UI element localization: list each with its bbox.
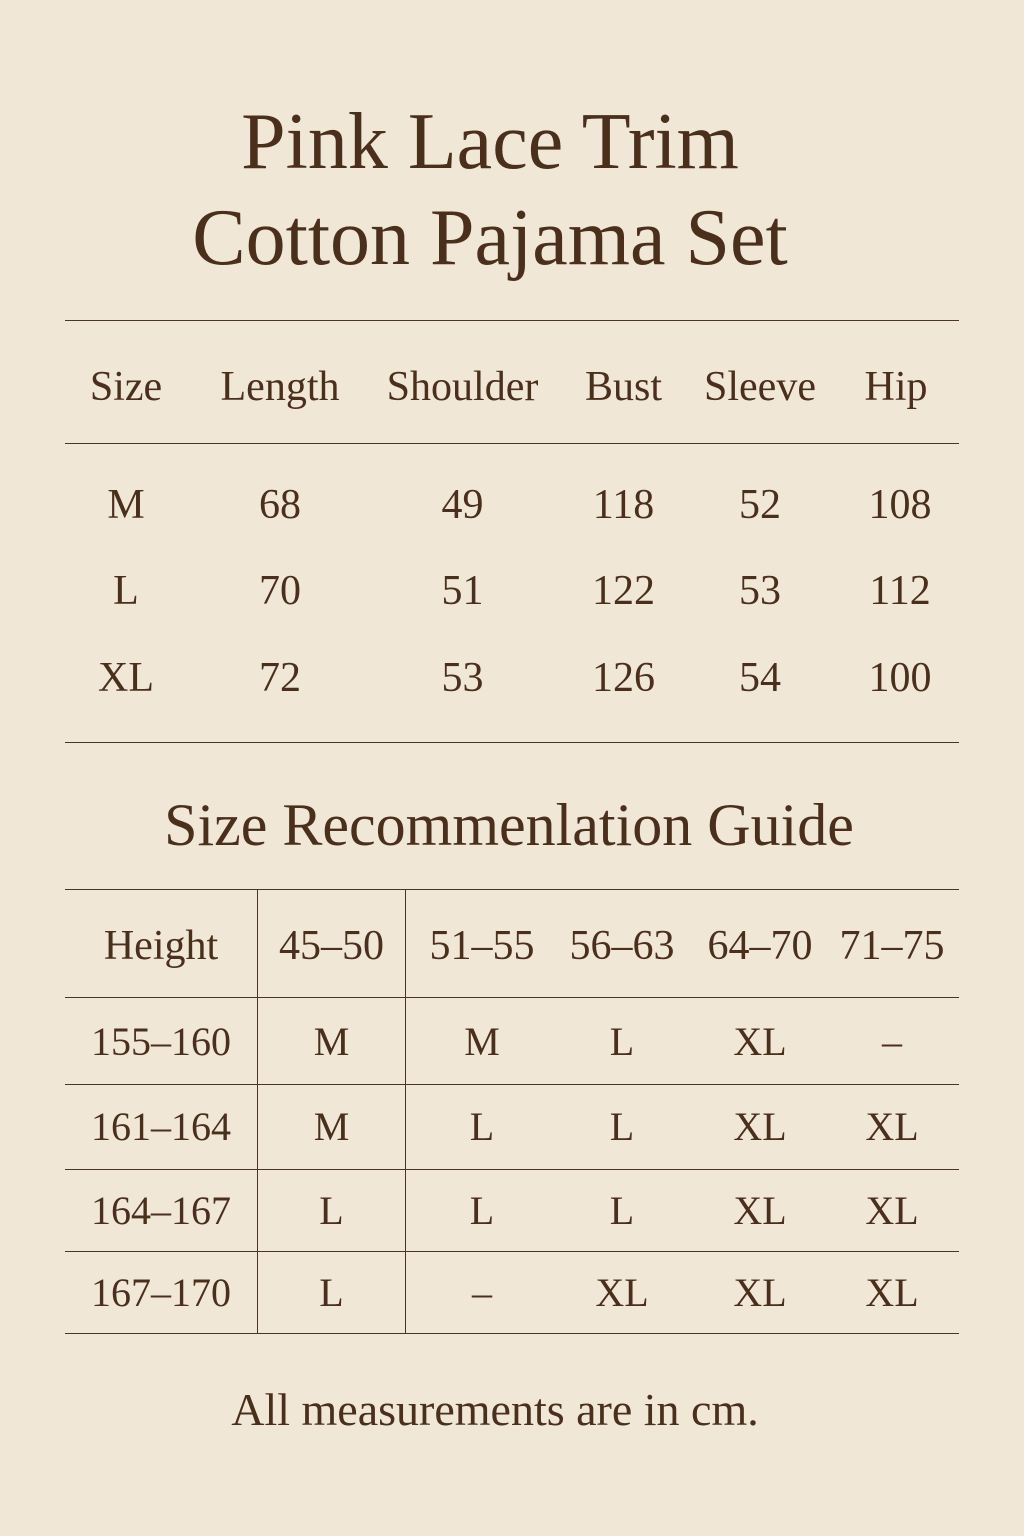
size-chart-cell: L	[113, 568, 139, 614]
size-chart-cell: 52	[739, 482, 781, 528]
recommendation-cell: M	[313, 1019, 350, 1064]
recommendation-cell: L	[609, 1104, 635, 1149]
size-chart-cell: 49	[441, 482, 484, 528]
size-chart-header-hip: Hip	[864, 364, 928, 410]
recommendation-bottom-rule	[65, 1333, 959, 1334]
recommendation-row-rule	[65, 1251, 959, 1252]
size-chart-header-shoulder: Shoulder	[386, 364, 539, 410]
size-chart-cell: 126	[592, 655, 655, 701]
recommendation-cell: XL	[733, 1270, 787, 1315]
size-chart-header-length: Length	[220, 364, 340, 410]
size-chart-bottom-rule	[65, 742, 959, 743]
size-chart-cell: 112	[869, 568, 931, 614]
page-title-line-2: Cotton Pajama Set	[192, 194, 788, 282]
recommendation-cell: 164–167	[91, 1188, 231, 1233]
recommendation-cell: XL	[865, 1188, 919, 1233]
recommendation-cell: XL	[733, 1188, 787, 1233]
size-chart-cell: 53	[739, 568, 781, 614]
recommendation-cell: XL	[733, 1019, 787, 1064]
recommendation-title: Size Recommenlation Guide	[164, 792, 854, 858]
size-chart-cell: 53	[441, 655, 484, 701]
size-chart-cell: XL	[98, 655, 154, 701]
recommendation-header-height: Height	[103, 923, 219, 969]
recommendation-cell: 155–160	[91, 1019, 231, 1064]
size-chart-cell: 100	[868, 655, 932, 701]
recommendation-cell: L	[609, 1019, 635, 1064]
recommendation-header-weight: 51–55	[429, 923, 535, 969]
recommendation-cell: 167–170	[91, 1270, 231, 1315]
recommendation-cell: L	[469, 1104, 495, 1149]
recommendation-cell: L	[319, 1188, 344, 1233]
recommendation-cell: L	[609, 1188, 635, 1233]
recommendation-row-rule	[65, 1169, 959, 1170]
size-chart-cell: 108	[868, 482, 932, 528]
recommendation-header-weight: 45–50	[279, 923, 384, 969]
size-chart-header-size: Size	[89, 364, 163, 410]
recommendation-top-rule	[65, 889, 959, 890]
recommendation-cell: L	[319, 1270, 344, 1315]
size-chart-cell: 51	[441, 568, 484, 614]
size-chart-cell: 72	[259, 655, 301, 701]
recommendation-cell: XL	[595, 1270, 649, 1315]
size-chart-top-rule	[65, 320, 959, 321]
recommendation-row-rule	[65, 1084, 959, 1085]
recommendation-cell: XL	[865, 1270, 919, 1315]
size-chart-header-rule	[65, 443, 959, 444]
size-chart-header-sleeve: Sleeve	[704, 364, 816, 410]
recommendation-header-weight: 71–75	[839, 923, 945, 969]
recommendation-header-rule	[65, 997, 959, 998]
recommendation-cell: M	[464, 1019, 500, 1064]
recommendation-cell: –	[882, 1019, 902, 1064]
size-chart-cell: 70	[259, 568, 301, 614]
recommendation-cell: 161–164	[91, 1104, 231, 1149]
recommendation-cell: M	[313, 1104, 350, 1149]
measurement-footnote: All measurements are in cm.	[231, 1384, 759, 1435]
recommendation-cell: –	[472, 1270, 492, 1315]
recommendation-cell: L	[469, 1188, 495, 1233]
size-chart-cell: 54	[739, 655, 781, 701]
size-chart-cell: M	[107, 482, 145, 528]
page-title-line-1: Pink Lace Trim	[241, 98, 739, 186]
recommendation-cell: XL	[865, 1104, 919, 1149]
recommendation-header-weight: 56–63	[569, 923, 675, 969]
recommendation-cell: XL	[733, 1104, 787, 1149]
size-chart-cell: 68	[259, 482, 301, 528]
size-chart-cell: 122	[592, 568, 655, 614]
size-chart-header-bust: Bust	[584, 364, 663, 410]
recommendation-column-divider	[405, 890, 406, 1334]
recommendation-header-weight: 64–70	[707, 923, 813, 969]
size-chart-cell: 118	[592, 482, 655, 528]
